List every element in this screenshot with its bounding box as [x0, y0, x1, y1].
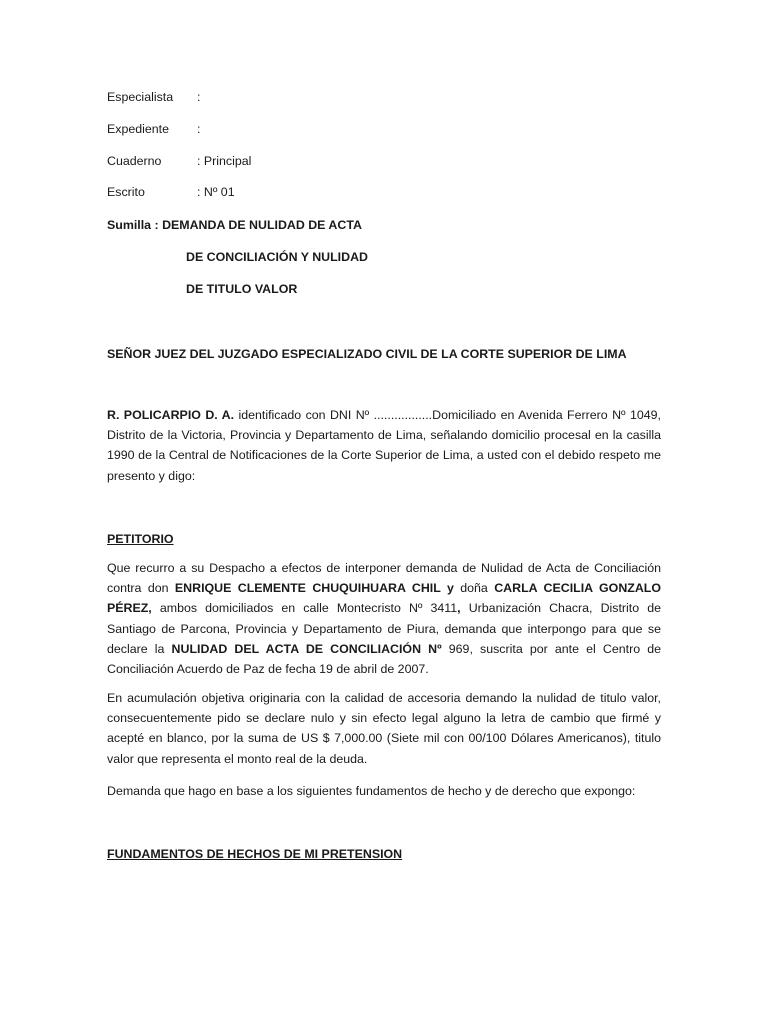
- p1-text-2: doña: [453, 581, 495, 596]
- p1-text-1: Que recurro a su Despacho a efectos de interponer demanda de Nulidad de Acta de Conciliación contra don: [107, 561, 661, 596]
- addressee-heading: SEÑOR JUEZ DEL JUZGADO ESPECIALIZADO CIVIL DE LA CORTE SUPERIOR DE LIMA: [107, 347, 627, 361]
- sumilla-line-3: DE TITULO VALOR: [186, 282, 298, 296]
- header-label: Expediente: [107, 122, 170, 136]
- p1-text-5: 969, suscrita por ante el Centro de Conciliación Acuerdo de Paz de fecha 19 de abril de 2007.: [107, 641, 661, 677]
- fundamentos-heading: FUNDAMENTOS DE HECHOS DE MI PRETENSION: [107, 847, 403, 861]
- sumilla-line-1: Sumilla : DEMANDA DE NULIDAD DE ACTA: [107, 218, 362, 232]
- sumilla-line-2: DE CONCILIACIÓN Y NULIDAD: [186, 250, 368, 264]
- petitorio-paragraph-1: [107, 558, 661, 679]
- p1-text-4: Urbanización Chacra, Distrito de Santiago de Parcona, Provincia y Departamento de Piura, demanda que interpongo para que se declare la: [107, 601, 662, 656]
- plaintiff-name: R. POLICARPIO D. A.: [107, 408, 235, 422]
- header-label: Cuaderno: [107, 154, 162, 168]
- header-label: Escrito: [107, 185, 145, 199]
- header-value: :: [197, 122, 201, 136]
- intro-paragraph: [107, 405, 661, 486]
- p1-bold-4: NULIDAD DEL ACTA DE CONCILIACIÓN Nº: [171, 641, 442, 656]
- petitorio-paragraph-3: Demanda que hago en base a los siguientes fundamentos de hecho y de derecho que expongo:: [107, 784, 636, 798]
- header-value: : Nº 01: [197, 185, 235, 199]
- p1-bold-3: ,: [457, 601, 461, 616]
- header-value: :: [197, 90, 201, 104]
- header-value: : Principal: [197, 154, 252, 168]
- p1-text-3: ambos domiciliados en calle Montecristo Nº 3411: [151, 601, 458, 616]
- p1-bold-2: CARLA CECILIA GONZALO PÉREZ,: [107, 581, 661, 616]
- header-label: Especialista: [107, 90, 174, 104]
- petitorio-heading: PETITORIO: [107, 532, 174, 546]
- p1-bold-1: ENRIQUE CLEMENTE CHUQUIHUARA CHIL y: [174, 581, 454, 596]
- petitorio-paragraph-2: En acumulación objetiva originaria con la calidad de accesoria demando la nulidad de titulo valor, consecuentemente pido se declare nulo y sin efecto legal alguno la letra de cambio que firmé y acepté en blanco, por la suma de US $ 7,000.00 (Siete mil con 00/100 Dólares Americanos), titulo valor que representa el monto real de la deuda.: [107, 691, 661, 766]
- intro-text: identificado con DNI Nº .................Domiciliado en Avenida Ferrero Nº 1049, Distrito de la Victoria, Provincia y Departamento de Lima, señalando domicilio procesal en la casilla 1990 de la Central de Notificaciones de la Corte Superior de Lima, a usted con el debido respeto me presento y digo:: [107, 408, 661, 483]
